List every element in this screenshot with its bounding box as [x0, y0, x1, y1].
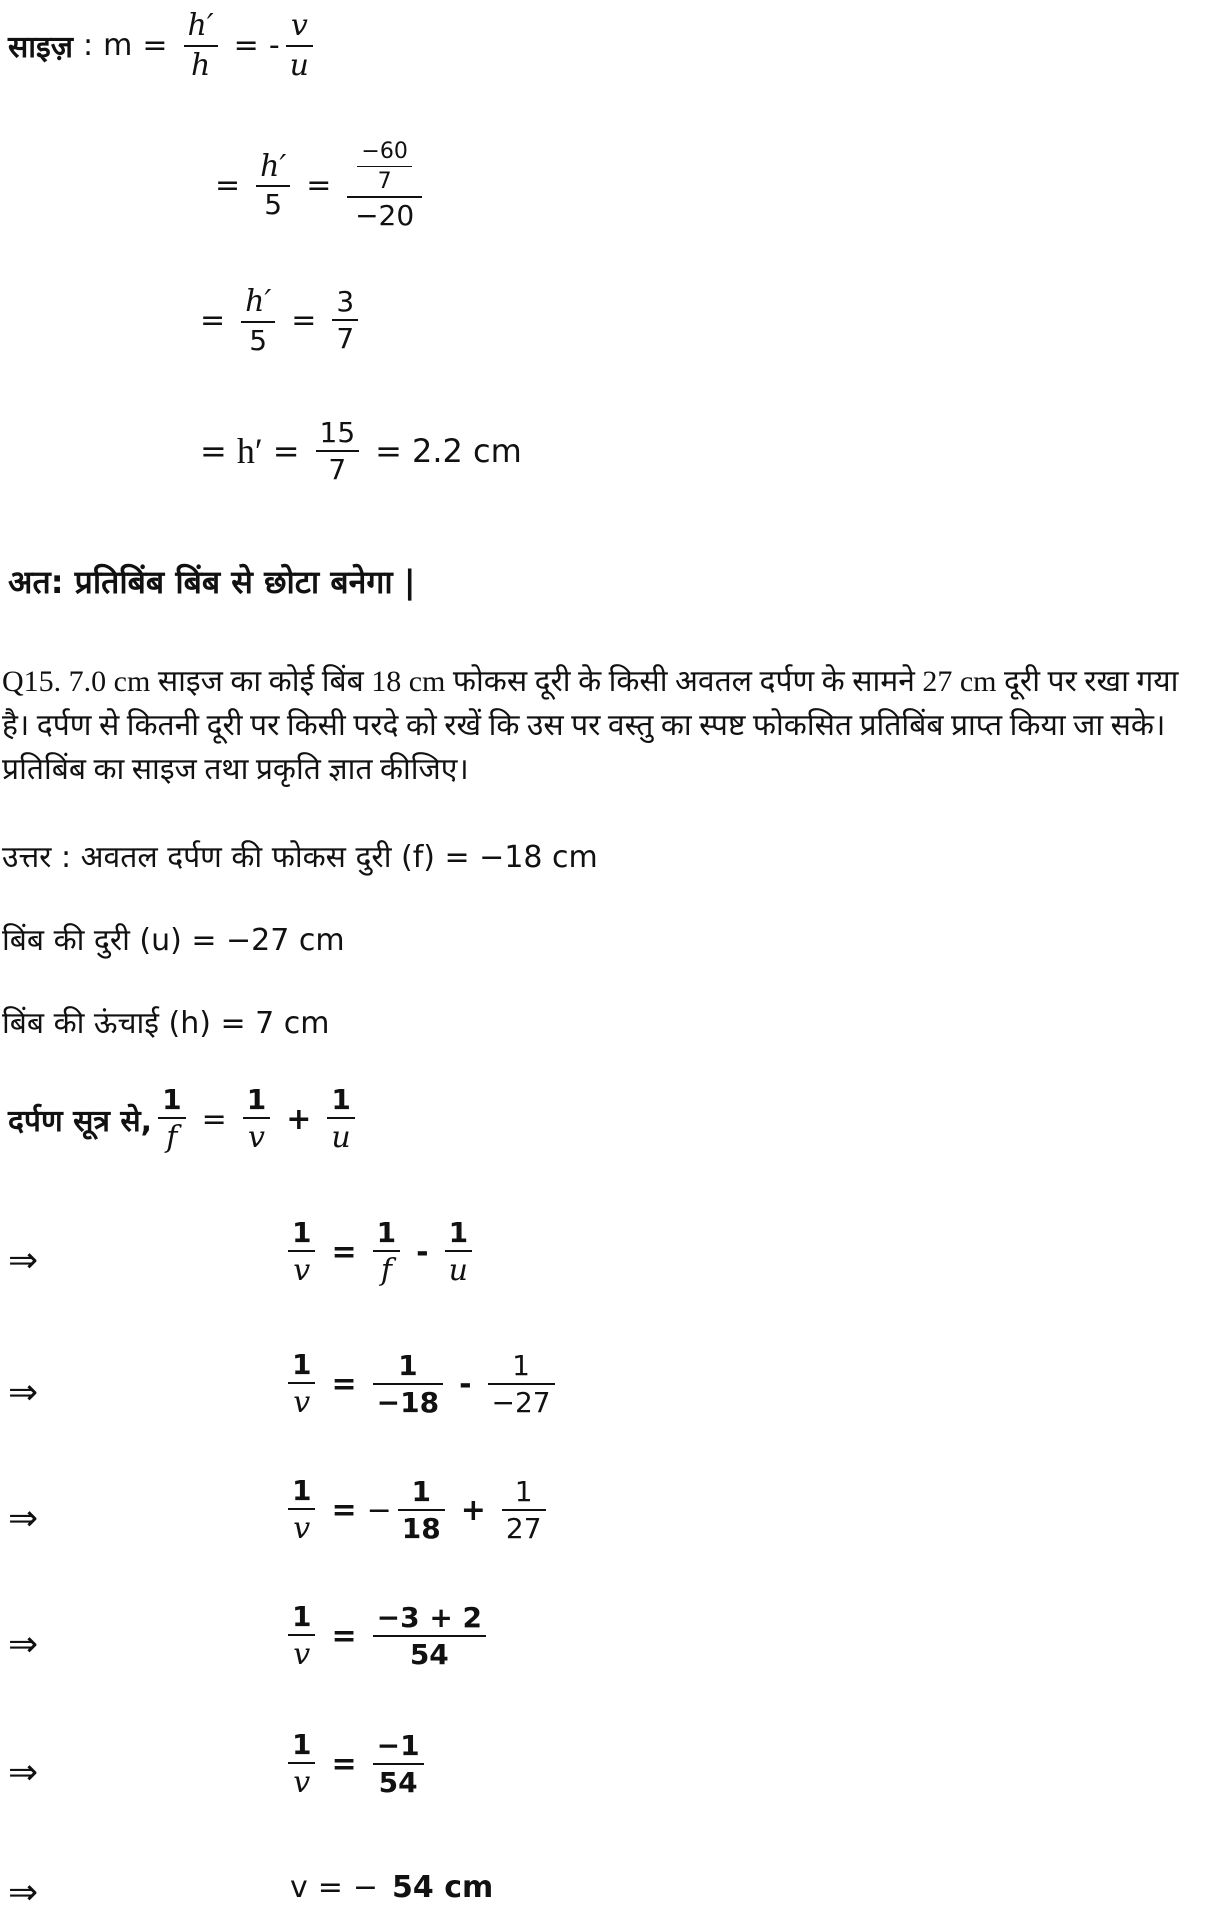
fraction-bar	[286, 45, 313, 47]
fraction-bar	[288, 1508, 315, 1510]
denominator: v	[293, 1511, 311, 1547]
denominator: v	[293, 1253, 311, 1289]
fraction-bar	[241, 321, 275, 323]
final-value: 54 cm	[392, 1870, 494, 1905]
numerator: 1	[411, 1475, 431, 1509]
minus-sign: -	[416, 1234, 429, 1270]
colon: :	[83, 28, 94, 63]
plus-sign: +	[460, 1492, 486, 1528]
size-result: 2.2 cm	[411, 432, 522, 471]
final-v: v	[290, 1870, 308, 1905]
denominator: 27	[505, 1512, 542, 1546]
implies-arrow: ⇒	[8, 1240, 39, 1281]
fraction-bar	[288, 1250, 315, 1252]
fraction-bar	[373, 1250, 400, 1252]
step-1-equation	[282, 1218, 478, 1287]
fraction-h-prime-over-h	[184, 10, 218, 81]
final-result	[290, 1870, 493, 1905]
equals-sign: =	[142, 28, 168, 63]
fraction-bar	[288, 1762, 315, 1764]
mirror-formula-line	[8, 1085, 361, 1154]
denominator: h	[190, 47, 211, 83]
fraction-1-over-v	[288, 1602, 315, 1671]
equals-sign: =	[291, 302, 317, 338]
equals-sign: =	[331, 1746, 357, 1782]
step-3-equation	[282, 1476, 552, 1545]
denominator: 54	[378, 1766, 418, 1800]
fraction-bar	[327, 1117, 354, 1119]
fraction-bar	[357, 166, 411, 167]
denominator: v	[293, 1765, 311, 1801]
fraction-1-over-v	[288, 1476, 315, 1545]
step-2-equation	[282, 1350, 561, 1419]
denominator: −27	[491, 1386, 551, 1420]
plus-sign: +	[286, 1101, 312, 1137]
fraction-1-over-18	[398, 1477, 445, 1544]
implies-arrow: ⇒	[8, 1624, 39, 1665]
fraction-neg1-over-54	[373, 1731, 424, 1798]
inner-fraction	[357, 140, 411, 193]
fraction-h-prime-over-5	[256, 148, 290, 222]
fraction-bar	[398, 1509, 445, 1511]
numerator: 1	[448, 1216, 469, 1249]
fraction-bar	[488, 1383, 555, 1385]
fraction-bar	[288, 1382, 315, 1384]
equals-sign: =	[331, 1492, 357, 1528]
size-step-4	[190, 418, 522, 485]
equals-sign: =	[200, 302, 226, 338]
numerator: v	[290, 8, 308, 43]
fraction-1-over-f	[158, 1085, 185, 1154]
size-step-3	[190, 286, 364, 355]
denominator: v	[247, 1120, 265, 1156]
fraction-bar	[373, 1635, 486, 1637]
denominator: 18	[401, 1512, 441, 1546]
fraction-1-over-v	[288, 1730, 315, 1799]
equals-sign: =	[272, 432, 300, 471]
equals-sign: =	[215, 167, 241, 203]
fraction-neg3plus2-over-54	[373, 1603, 486, 1670]
fraction-1-over-v	[288, 1218, 315, 1287]
answer-focal-length: उत्तर : अवतल दर्पण की फोकस दुरी (f) = −18 cm	[2, 840, 598, 875]
denominator: u	[448, 1253, 468, 1289]
fraction-3-over-7	[332, 287, 358, 354]
fraction-1-over-u	[327, 1085, 354, 1154]
fraction-bar	[373, 1383, 443, 1385]
implies-arrow: ⇒	[8, 1872, 39, 1913]
fraction-15-over-7	[316, 418, 360, 485]
implies-arrow: ⇒	[8, 1372, 39, 1413]
numerator: 1	[398, 1349, 418, 1383]
equals-sign: =	[200, 432, 227, 471]
fraction-1-over-neg27	[488, 1351, 555, 1418]
question-15: Q15. 7.0 cm साइज का कोई बिंब 18 cm फोकस दूरी के किसी अवतल दर्पण के सामने 27 cm दूरी पर रखा गया है। दर्पण से कितनी दूरी पर किसी परदे को रखें कि उस पर वस्तु का स्पष्ट फोकसित प्रतिबिंब प्राप्त किया जा सके। प्रतिबिंब का साइज तथा प्रकृति ज्ञात कीजिए।	[2, 665, 1179, 786]
numerator: 1	[514, 1475, 533, 1509]
denominator: v	[293, 1637, 311, 1673]
denominator: −20	[355, 199, 415, 233]
step-4-equation	[282, 1602, 492, 1671]
implies-arrow: ⇒	[8, 1498, 39, 1539]
numerator: 1	[512, 1349, 530, 1383]
fraction-1-over-v	[243, 1085, 270, 1154]
numerator: h′	[187, 8, 214, 43]
numerator: 1	[292, 1474, 312, 1507]
numerator: h′	[245, 284, 272, 319]
fraction-bar	[316, 450, 360, 452]
fraction-bar	[184, 45, 218, 47]
numerator: 1	[292, 1728, 312, 1761]
inner-numerator: −60	[361, 139, 408, 164]
numerator	[347, 140, 421, 193]
fraction-bar	[332, 319, 358, 321]
equals-sign: =	[331, 1618, 357, 1654]
fraction-bar	[158, 1117, 185, 1119]
size-step-2	[205, 140, 428, 231]
fraction-bar	[243, 1117, 270, 1119]
denominator: 7	[328, 453, 347, 487]
negative-sign: −	[366, 1492, 392, 1528]
denominator: u	[331, 1120, 351, 1156]
denominator: 5	[249, 323, 268, 357]
numerator: 1	[246, 1083, 267, 1116]
minus-sign: -	[268, 28, 280, 63]
fraction-1-over-neg18	[373, 1351, 443, 1418]
fraction-v-over-u	[286, 10, 313, 81]
fraction-bar	[347, 196, 421, 198]
fraction-bar	[502, 1509, 546, 1511]
fraction-1-over-f	[373, 1218, 400, 1287]
h-prime: h′	[236, 431, 263, 472]
numerator: 1	[331, 1083, 351, 1116]
equals-sign: =	[331, 1234, 357, 1270]
denominator: −18	[376, 1386, 440, 1420]
equals-sign: =	[331, 1366, 357, 1402]
fraction-bar	[445, 1250, 472, 1252]
numerator: 1	[292, 1348, 312, 1381]
answer-object-height: बिंब की ऊंचाई (h) = 7 cm	[2, 1006, 330, 1041]
numerator: −3 + 2	[376, 1601, 483, 1635]
minus-sign: -	[459, 1366, 472, 1402]
equals-sign: =	[375, 432, 402, 471]
fraction-bar	[288, 1634, 315, 1636]
inner-denominator: 7	[377, 169, 392, 195]
denominator: u	[289, 47, 309, 83]
equals-sign: =	[201, 1101, 227, 1137]
step-5-equation	[282, 1730, 430, 1799]
answer-object-distance: बिंब की दुरी (u) = −27 cm	[2, 923, 345, 958]
fraction-h-prime-over-5	[241, 286, 275, 355]
equals-sign: =	[306, 167, 332, 203]
denominator: 5	[264, 188, 283, 222]
fraction-1-over-u	[445, 1218, 472, 1287]
denominator: v	[293, 1385, 311, 1421]
equals-sign: =	[233, 28, 259, 63]
numerator: 1	[376, 1216, 397, 1249]
denominator: 7	[336, 322, 355, 356]
conclusion: अत: प्रतिबिंब बिंब से छोटा बनेगा |	[8, 563, 416, 601]
compound-fraction	[347, 140, 421, 231]
fraction-bar	[256, 185, 290, 187]
denominator: 54	[409, 1638, 449, 1672]
denominator: f	[380, 1253, 392, 1289]
size-equation-line	[8, 10, 319, 81]
numerator: 1	[292, 1600, 312, 1633]
size-label: साइज़	[8, 30, 74, 65]
fraction-bar	[373, 1763, 424, 1765]
fraction-1-over-27	[502, 1477, 546, 1544]
mirror-formula-label: दर्पण सूत्र से,	[8, 1103, 153, 1139]
fraction-1-over-v	[288, 1350, 315, 1419]
denominator: f	[166, 1120, 178, 1156]
numerator: 1	[292, 1216, 312, 1249]
equals-sign: =	[317, 1870, 343, 1905]
numerator: 3	[336, 285, 355, 319]
numerator: 15	[319, 416, 356, 449]
negative-sign: −	[352, 1870, 379, 1905]
numerator: −1	[376, 1729, 420, 1763]
implies-arrow: ⇒	[8, 1752, 39, 1793]
magnification-symbol: m	[103, 28, 133, 63]
numerator: h′	[260, 148, 287, 184]
numerator: 1	[162, 1083, 182, 1116]
